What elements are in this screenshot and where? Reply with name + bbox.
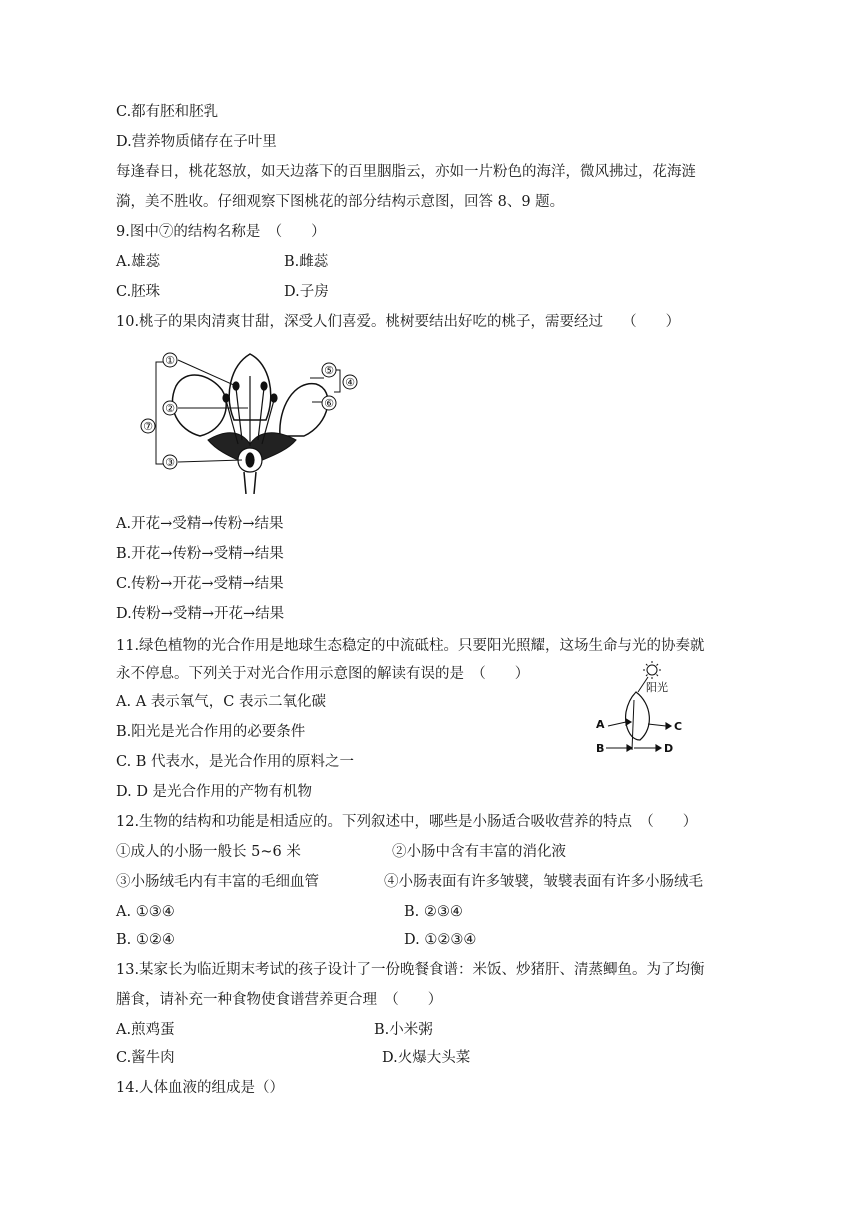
label-5: ⑤ <box>324 364 334 377</box>
flower-petal-right <box>280 384 328 436</box>
q13-stem-1: 13.某家长为临近期末考试的孩子设计了一份晚餐食谱：米饭、炒猪肝、清蒸鲫鱼。为了均衡 <box>116 962 705 978</box>
label-6: ⑥ <box>324 397 334 410</box>
q11-option-d: D. D 是光合作用的产物有机物 <box>116 784 313 800</box>
q10-option-b: B.开花→传粉→受精→结果 <box>116 546 284 562</box>
q13-option-d: D.火爆大头菜 <box>382 1050 471 1066</box>
q13-option-a: A.煎鸡蛋 <box>116 1022 175 1038</box>
flower-petal-left <box>172 375 226 436</box>
q11-stem-1: 11.绿色植物的光合作用是地球生态稳定的中流砥柱。只要阳光照耀，这场生命与光的协奏就 <box>116 638 705 654</box>
label-d: D <box>664 742 674 755</box>
q12-statement-2: ②小肠中含有丰富的消化液 <box>392 844 566 860</box>
q8-option-c: C.都有胚和胚乳 <box>116 104 219 120</box>
intro-line-2: 漪，美不胜收。仔细观察下图桃花的部分结构示意图，回答 8、9 题。 <box>116 194 565 210</box>
q9-option-a: A.雄蕊 <box>116 254 161 270</box>
q12-option-b: B. ②③④ <box>404 904 463 920</box>
q13-option-b: B.小米粥 <box>374 1022 433 1038</box>
q9-option-c: C.胚珠 <box>116 284 161 300</box>
q10-stem: 10.桃子的果肉清爽甘甜，深受人们喜爱。桃树要结出好吃的桃子，需要经过 （ ） <box>116 314 681 330</box>
q12-statement-1: ①成人的小肠一般长 5~6 米 <box>116 844 301 860</box>
label-a: A <box>596 718 605 731</box>
q12-statement-4: ④小肠表面有许多皱襞，皱襞表面有许多小肠绒毛 <box>384 874 703 890</box>
q10-option-c: C.传粉→开花→受精→结果 <box>116 576 284 592</box>
q11-option-c: C. B 代表水，是光合作用的原料之一 <box>116 754 355 770</box>
label-c: C <box>674 720 683 733</box>
q11-option-b: B.阳光是光合作用的必要条件 <box>116 724 306 740</box>
q8-option-d: D.营养物质储存在子叶里 <box>116 134 277 150</box>
q9-option-b: B.雌蕊 <box>284 254 329 270</box>
flower-stem <box>244 472 256 494</box>
label-b: B <box>596 742 605 755</box>
q10-option-a: A.开花→受精→传粉→结果 <box>116 516 284 532</box>
q12-statement-3: ③小肠绒毛内有丰富的毛细血管 <box>116 874 319 890</box>
q14-stem: 14.人体血液的组成是（） <box>116 1080 285 1096</box>
q12-option-d: D. ①②③④ <box>404 932 477 948</box>
q13-stem-2: 膳食，请补充一种食物使食谱营养更合理 （ ） <box>116 992 443 1008</box>
leaf-icon <box>626 692 650 740</box>
q10-option-d: D.传粉→受精→开花→结果 <box>116 606 285 622</box>
q9-option-d: D.子房 <box>284 284 329 300</box>
q12-stem: 12.生物的结构和功能是相适应的。下列叙述中，哪些是小肠适合吸收营养的特点 （ ） <box>116 814 698 830</box>
peach-flower-diagram <box>138 348 360 494</box>
label-7: ⑦ <box>143 420 153 433</box>
intro-line-1: 每逢春日，桃花怒放，如天边落下的百里胭脂云，亦如一片粉色的海洋，微风拂过，花海涟 <box>116 164 696 180</box>
q9-stem: 9.图中⑦的结构名称是 （ ） <box>116 224 326 240</box>
label-4: ④ <box>345 376 355 389</box>
q12-option-c: B. ①②④ <box>116 932 175 948</box>
sun-label: 阳光 <box>646 681 668 694</box>
photosynthesis-diagram <box>590 660 700 760</box>
q11-stem-2: 永不停息。下列关于对光合作用示意图的解读有误的是 （ ） <box>116 666 530 682</box>
q12-option-a: A. ①③④ <box>116 904 175 920</box>
q13-option-c: C.酱牛肉 <box>116 1050 175 1066</box>
label-3: ③ <box>165 456 175 469</box>
q11-option-a: A. A 表示氧气，C 表示二氧化碳 <box>116 694 326 710</box>
label-1: ① <box>165 354 175 367</box>
label-2: ② <box>165 402 175 415</box>
